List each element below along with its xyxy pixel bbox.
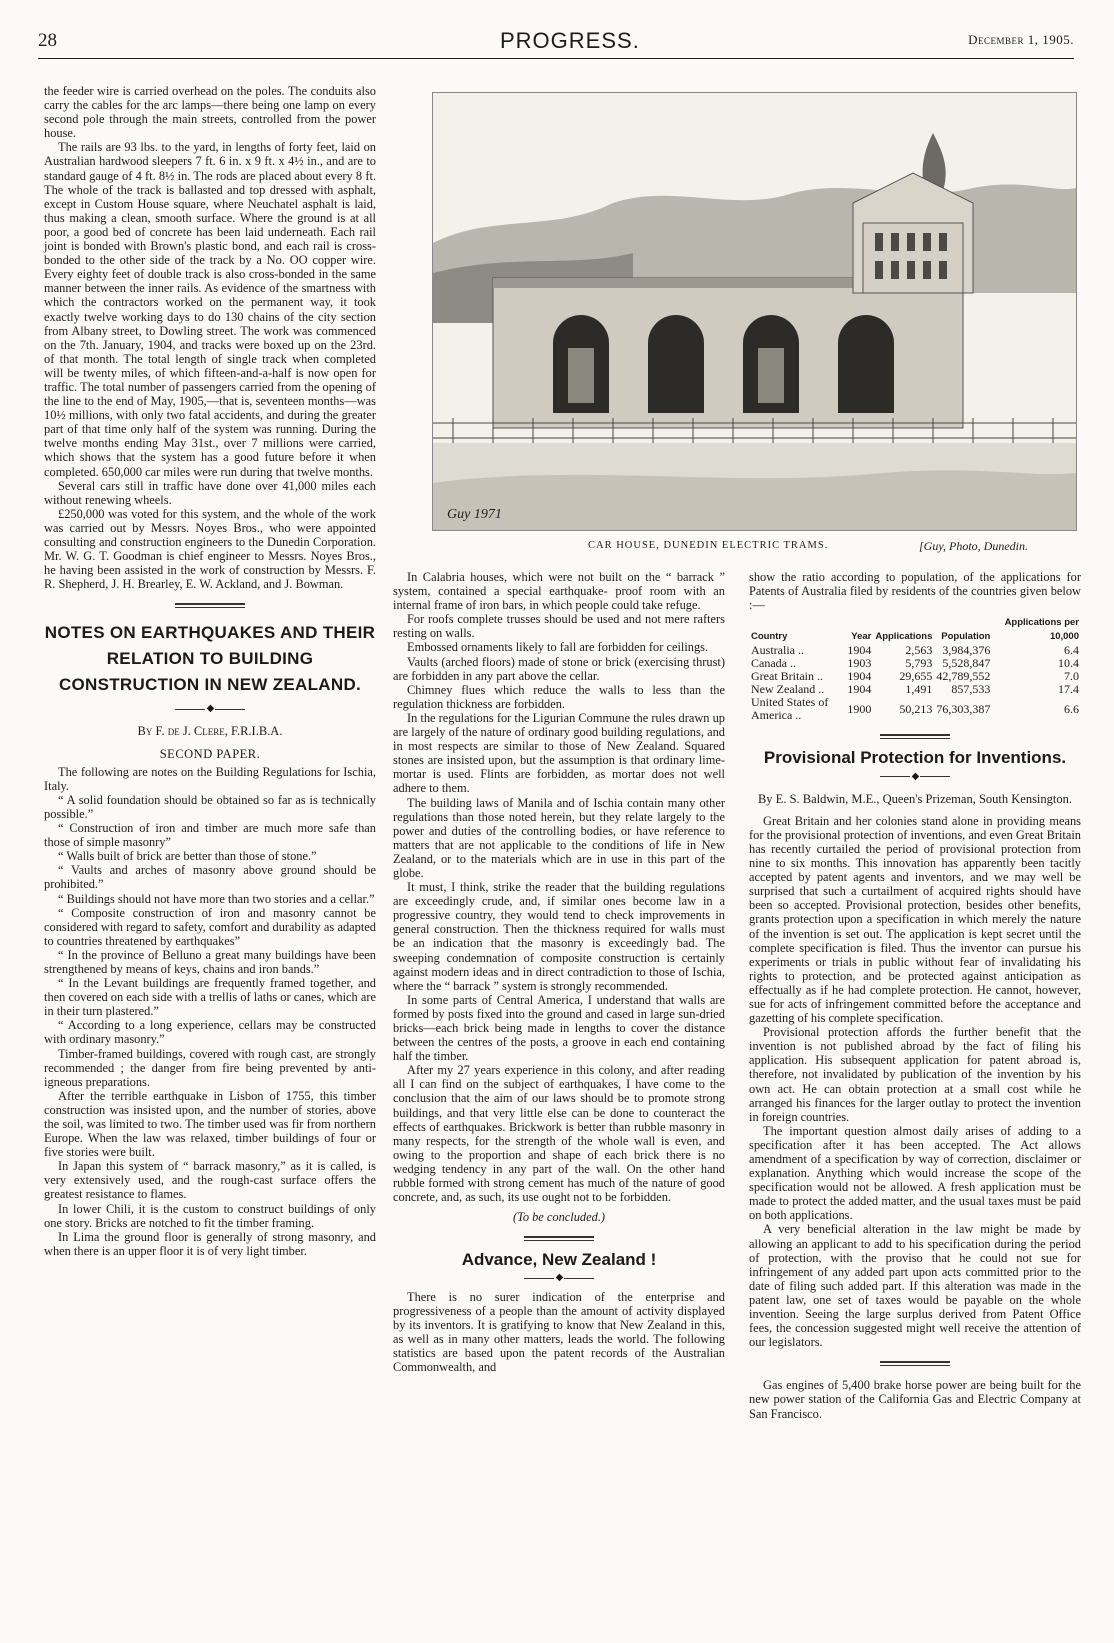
table-cell: Great Britain ..: [751, 669, 823, 684]
issue-date: December 1, 1905.: [968, 32, 1074, 47]
table-cell: 2,563: [905, 643, 933, 658]
table-cell: 1904: [847, 643, 872, 658]
ornament-divider: ◆: [749, 770, 1081, 784]
table-cell: United States of America ..: [751, 695, 829, 723]
article-title-provisional: Provisional Protection for Inventions.: [763, 748, 1067, 768]
paragraph: In Japan this system of “ barrack masonry,” as it is called, is very extensively used, and the rough-cast surface offers the greatest resistance to flames.: [44, 1159, 376, 1202]
table-cell: 17.4: [1058, 682, 1079, 697]
masthead-title: PROGRESS.: [500, 28, 640, 53]
paragraph: Gas engines of 5,400 brake horse power are being built for the new power station of the California Gas and Electric Company at San Francisco.: [749, 1378, 1081, 1421]
table-cell: New Zealand ..: [751, 682, 825, 697]
paragraph: “ A solid foundation should be obtained so far as is technically possible.”: [44, 792, 376, 821]
table-cell: Canada ..: [751, 656, 796, 671]
paragraph: The important question almost daily arises of adding to a specification after it has been accepted. The Act allows amendment of a specification by way of correction, disclaimer or explanation. Anything which would increase the scope of the specification would not be allowed. A fresh application must be made to protect the added matter, and the usual taxes must be paid on both applications.: [749, 1123, 1081, 1223]
paragraph: Chimney flues which reduce the walls to less than the regulation thickness are forbidden.: [393, 682, 725, 711]
paragraph: A very beneficial alteration in the law might be made by allowing an applicant to add to his specification during the period of protection, with the proviso that he could not sue for infringement of any added part upon acts committed prior to the date of filing such added part. If this alteration was made in the patent law, one set of taxes would be payable on the whole invention. Seeing the large surplus derived from Patent Office fees, the concession suggested might well receive the attention of our legislators.: [749, 1222, 1081, 1350]
paragraph: In some parts of Central America, I understand that walls are formed by posts fixed into the ground and cased in large sun-dried bricks—each brick being made in lengths to cover the distance between the centres of the posts, a groove in each end containing half the timber.: [393, 992, 725, 1064]
col-header: Population: [941, 631, 991, 643]
col-header: Applications: [875, 631, 933, 643]
column-right: [749, 570, 1081, 1421]
article-title-advance: Advance, New Zealand !: [461, 1250, 657, 1270]
table-cell: 1904: [847, 669, 872, 684]
column-left: [44, 84, 376, 1258]
table-cell: 6.6: [1064, 701, 1079, 716]
col-header: Year: [851, 631, 872, 643]
byline-baldwin: By E. S. Baldwin, M.E., Queen's Prizeman, South Kensington.: [757, 791, 1073, 806]
paragraph: Several cars still in traffic have done over 41,000 miles each without renewing wheels.: [44, 478, 376, 507]
table-cell: 857,533: [951, 682, 991, 697]
paragraph: “ Walls built of brick are better than those of stone.”: [58, 849, 317, 864]
table-cell: 76,303,387: [936, 701, 991, 716]
table-cell: 10.4: [1058, 656, 1079, 671]
table-cell: 42,789,552: [936, 669, 991, 684]
section-divider: [175, 603, 245, 608]
paragraph: Vaults (arched floors) made of stone or brick (exercising thrust) are forbidden in any part above the cellar.: [393, 654, 725, 683]
paragraph: show the ratio according to population, of the applications for Patents of Australia filed by residents of the countries given below :—: [749, 570, 1081, 613]
paragraph: “ In the Levant buildings are frequently framed together, and then covered on each side with a trellis of laths or canes, which are in their turn plastered.”: [44, 976, 376, 1019]
paragraph: “ Buildings should not have more than two stories and a cellar.”: [58, 891, 375, 906]
paragraph: The building laws of Manila and of Ischia contain many other regulations than those noted herein, but they relate largely to the power and duties of the controlling bodies, or have reference to matters that are not applicable to the conditions of life in New Zealand, or to the materials which are in use in this part of the globe.: [393, 795, 725, 880]
paragraph: Great Britain and her colonies stand alone in providing means for the provisional protection of inventions, and even Great Britain has recently curtailed the period of provisional protection from nine to six months. This innovation has apparently been tacitly accepted by patent agents and inventors, and we may well be surprised that such a curtailment of acquired rights should have been so accepted. Provisional protection, besides other benefits, grants protection upon a specification in which merely the nature of the invention is set out. The application is kept secret until the complete specification is filed. Thus the inventor can pursue his experiments or trials in public without fear of invalidating his rights to protection, and be protected against anticipation as effectually as if he had complete protection. He cannot, however, sue for acts of infringement committed before the acceptance and gazetting of his complete specification.: [749, 813, 1081, 1026]
header-rule: [38, 58, 1074, 59]
ornament-divider: ◆: [393, 1271, 725, 1285]
article-title-earthquakes: NOTES ON EARTHQUAKES AND THEIR RELATION TO BUILDING CONSTRUCTION IN NEW ZEALAND.: [44, 623, 376, 695]
car-house-photo: [432, 92, 1077, 531]
paragraph: Provisional protection affords the further benefit that the invention is not published abroad by the fact of filing his application. His subsequent application for patent abroad is, therefore, not invalidated by publication of the invention by his own act. He can obtain protection at a small cost while he arranged his finances for the larger outlay to protect the invention in foreign countries.: [749, 1025, 1081, 1124]
column-middle: [393, 570, 725, 1374]
table-cell: Australia ..: [751, 643, 804, 658]
paragraph: After my 27 years experience in this colony, and after reading all I can find on the subject of earthquakes, I have come to the conclusion that the aim of our laws should be to promote strong buildings, and that very little else can be done to counteract the effects of earthquakes. Brickwork is better than rubble masonry in many respects, for the strength of the whole wall is even, and owing to the proportion and shape of each brick there is no wedging tendency in any part of the wall. On the other hand rubble formed with strong cement has much of the nature of good concrete, and, as such, its use ought not to be forbidden.: [393, 1063, 725, 1205]
paragraph: It must, I think, strike the reader that the building regulations are exceedingly crude, and, if similar ones become law in a progressive country, they would tend to check improvements in general construction. Then the thickness required for walls must be an indication that the masonry is exceedingly bad. The sweeping condemnation of composite construction is certainly against modern ideas and in direct contradiction to those of Ischia, where the “ barrack ” system is strongly recommended.: [393, 880, 725, 993]
page-number: 28: [38, 30, 57, 51]
to-be-concluded: (To be concluded.): [512, 1210, 606, 1225]
paragraph: The rails are 93 lbs. to the yard, in lengths of forty feet, laid on Australian hardwood sleepers 7 ft. 6 in. x 9 ft. x 4½ in., and are to standard gauge of 4 ft. 8½ in. The rods are placed about every 8 ft. The whole of the track is ballasted and top dressed with asphalt, except in Custom House square, where Neuchatel asphalt is laid, thus making a clean, smooth surface. Where the ground is at all poor, a good bed of concrete has been laid underneath. Each rail joint is bonded with Brown's plastic bond, and each rail is cross-bonded to the other side of the track by a No. OO copper wire. Every eighty feet of double track is also cross-bonded in the same manner between the inner rails. As evidence of the smartness with which the contractors worked on the permanent way, it took exactly twelve working days to do 130 chains of the city section from Albany street, to Dowling street. The work was commenced on the 7th. January, 1904, and tracks were boxed up on the 23rd. of that month. The total length of single track when completed will be twenty miles, of which fifteen-and-a-half is now open for traffic. The total number of passengers carried from the opening of the line to the end of May, 1905,—that is, seventeen months—was 10½ millions, with only two fatal accidents, and during the greater part of that time only half of the system was running. During the twelve months ending May 31st., over 7 millions were carried, which shows that the system has a good future before it when completed. 650,000 car miles were run during that twelve months.: [44, 140, 376, 479]
patent-statistics-table: [749, 616, 1081, 722]
paragraph: the feeder wire is carried overhead on the poles. The conduits also carry the cables for the arc lamps—there being one lamp on every second pole through the main streets, controlled from the power house.: [44, 84, 376, 141]
paragraph: “ In the province of Belluno a great many buildings have been strengthened by means of keys, chains and iron bands.”: [44, 947, 376, 976]
table-cell: 50,213: [899, 701, 933, 716]
photo-signature: Guy 1971: [447, 507, 502, 522]
table-cell: 1900: [847, 701, 872, 716]
table-cell: 5,793: [905, 656, 933, 671]
paragraph: There is no surer indication of the enterprise and progressiveness of a people than the amount of activity displayed by its inventors. It is gratifying to know that New Zealand in this, as well as in many other matters, leads the world. The following statistics are based upon the patent records of the Australian Commonwealth, and: [393, 1289, 725, 1374]
paragraph: “ Vaults and arches of masonry above ground should be prohibited.”: [44, 863, 376, 892]
section-divider: [524, 1236, 594, 1241]
paragraph: £250,000 was voted for this system, and the whole of the work was carried out by Messrs. Noyes Bros., who were appointed consulting and construction engineers to the Dunedin Corporation. Mr. W. G. T. Goodman is chief engineer to Messrs. Noyes Bros., he having been assisted in the work of construction by Messrs. F. R. Shepherd, J. H. Brearley, E. W. Ackland, and J. Bowman.: [44, 506, 376, 592]
paragraph: For roofs complete trusses should be used and not mere rafters resting on walls.: [393, 612, 725, 641]
subhead-second-paper: SECOND PAPER.: [159, 746, 261, 761]
table-cell: 1903: [847, 656, 872, 671]
table-cell: 3,984,376: [942, 643, 991, 658]
table-header-row: [749, 616, 1081, 644]
paragraph: In Calabria houses, which were not built on the “ barrack ” system, contained a special earthquake- proof room with an internal frame of iron bars, in which people could take refuge.: [393, 570, 725, 613]
photo-credit: [Guy, Photo, Dunedin.: [919, 539, 1028, 553]
table-cell: 7.0: [1064, 669, 1079, 684]
photo-caption: CAR HOUSE, DUNEDIN ELECTRIC TRAMS.: [588, 540, 829, 551]
table-cell: 6.4: [1064, 643, 1079, 658]
table-row: [749, 696, 1081, 722]
ornament-divider: ◆: [44, 702, 376, 716]
table-cell: 5,528,847: [942, 656, 991, 671]
col-header: Applications per 10,000: [1004, 617, 1079, 643]
paragraph: Timber-framed buildings, covered with rough cast, are strongly recommended ; the danger from fire being prevented by anti-igneous preparations.: [44, 1046, 376, 1089]
paragraph: The following are notes on the Building Regulations for Ischia, Italy.: [44, 764, 376, 793]
paragraph: Embossed ornaments likely to fall are forbidden for ceilings.: [407, 640, 709, 655]
table-cell: 29,655: [899, 669, 933, 684]
car-house-illustration: [433, 93, 1076, 530]
paragraph: After the terrible earthquake in Lisbon of 1755, this timber construction was insisted upon, and the number of stories, above the soil, was limited to two. The timber used was fir from northern Europe. When the law was relaxed, timber buildings of four or five stories were built.: [44, 1088, 376, 1160]
paragraph: In the regulations for the Ligurian Commune the rules drawn up are largely of the nature of ordinary good building regulations, and in most respects are similar to those of New Zealand. Squared stones are insisted upon, but the assumption is that ordinary lime-mortar is used. Flints are forbidden, as mortar does not well adhere to them.: [393, 710, 725, 796]
paragraph: In Lima the ground floor is generally of strong masonry, and when there is an upper floor it is of very light timber.: [44, 1229, 376, 1258]
table-cell: 1904: [847, 682, 872, 697]
section-divider: [880, 1361, 950, 1366]
byline-clere: By F. de J. Clere, F.R.I.B.A.: [137, 724, 283, 739]
paragraph: “ Construction of iron and timber are much more safe than those of simple masonry”: [44, 821, 376, 850]
col-header: Country: [751, 631, 788, 643]
paragraph: In lower Chili, it is the custom to construct buildings of only one story. Bricks are notched to fit the timber framing.: [44, 1201, 376, 1230]
section-divider: [880, 734, 950, 739]
paragraph: “ Composite construction of iron and masonry cannot be considered with regard to safety, comfort and durability as adapted to countries threatened by earthquakes”: [44, 905, 376, 948]
table-cell: 1,491: [905, 682, 933, 697]
paragraph: “ According to a long experience, cellars may be constructed with ordinary masonry.”: [44, 1018, 376, 1047]
